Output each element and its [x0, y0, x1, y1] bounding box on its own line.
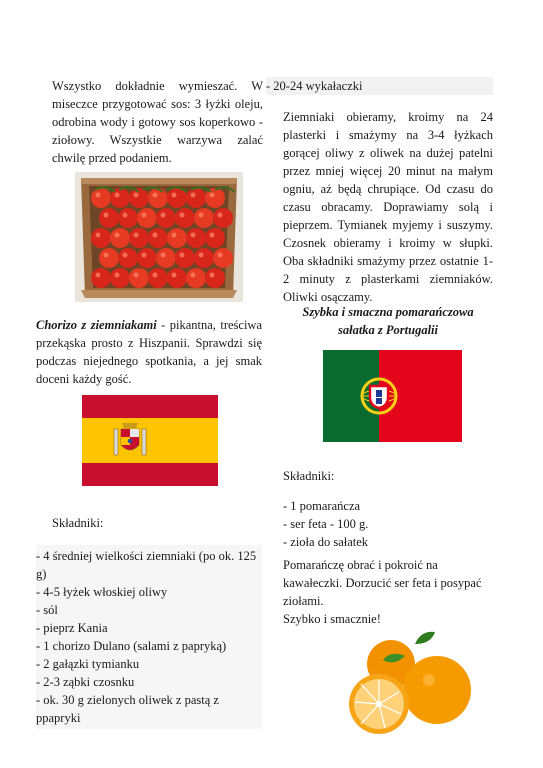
oranges-image — [345, 628, 475, 740]
list-item: - ok. 30 g zielonych oliwek z pastą z ppapryki — [36, 693, 219, 725]
list-item: - pieprz Kania — [36, 621, 108, 635]
ingredients-list-right — [283, 497, 493, 551]
intro-paragraph: Wszystko dokładnie wymieszać. W miseczce przygotować sos: 3 łyżki oleju, odrobina wody i gotowy sos koperkowo - ziołowy. Wszystkie warzywa zalać chwilę przed podaniem. — [52, 79, 263, 165]
ingredients-label-left: Składniki: — [52, 516, 104, 530]
ingredients-list-left — [36, 545, 262, 729]
orange-steps: Pomarańczę obrać i pokroić na kawałeczki. Dorzucić ser feta i posypać ziołami. — [283, 558, 482, 608]
list-item: - zioła do sałatek — [283, 535, 369, 549]
toothpicks-line: - 20-24 wykałaczki — [266, 77, 493, 95]
chorizo-intro — [36, 316, 262, 388]
closing-line: Szybko i smacznie! — [283, 612, 381, 626]
list-item: - ser feta - 100 g. — [283, 517, 369, 531]
list-item: - 4 średniej wielkości ziemniaki (po ok. 125 g) — [36, 549, 257, 581]
chorizo-description: - pikantna, treściwa przekąska prosto z Hiszpanii. Sprawdzi się podczas niejednego spotkania, a jej smak doceni każdy gość. — [36, 318, 262, 386]
list-item: - 2 gałązki tymianku — [36, 657, 140, 671]
list-item: - 4-5 łyżek włoskiej oliwy — [36, 585, 168, 599]
portugal-flag-image — [323, 350, 462, 442]
list-item: - 1 pomarańcza — [283, 499, 361, 513]
ingredients-label-right: Składniki: — [283, 469, 335, 483]
list-item: - sól — [36, 603, 58, 617]
chorizo-name: Chorizo z ziemniakami — [36, 318, 157, 332]
list-item: - 2-3 ząbki czosnku — [36, 675, 135, 689]
salad-title: Szybka i smaczna pomarańczowa sałatka z Portugalii — [302, 305, 474, 337]
tomato-crate-image — [75, 172, 243, 302]
potato-instructions: Ziemniaki obieramy, kroimy na 24 plasterki i smażymy na 3-4 łyżkach gorącej oliwy z oliwek na dużej patelni przez mniej więcej 20 minut na małym ogniu, aż będą chrupiące. Od czasu do czasu obracamy. Doprawiamy solą i pieprzem. Tymianek myjemy i suszymy. Czosnek obieramy i kroimy w słupki. Oba składniki smażymy przez ostatnie 1-2 minuty z plasterkami ziemniaków. Oliwki osączamy. — [283, 110, 493, 304]
list-item: - 1 chorizo Dulano (salami z papryką) — [36, 639, 227, 653]
spain-flag-image — [82, 395, 218, 486]
orange-salad-instructions — [283, 556, 498, 628]
